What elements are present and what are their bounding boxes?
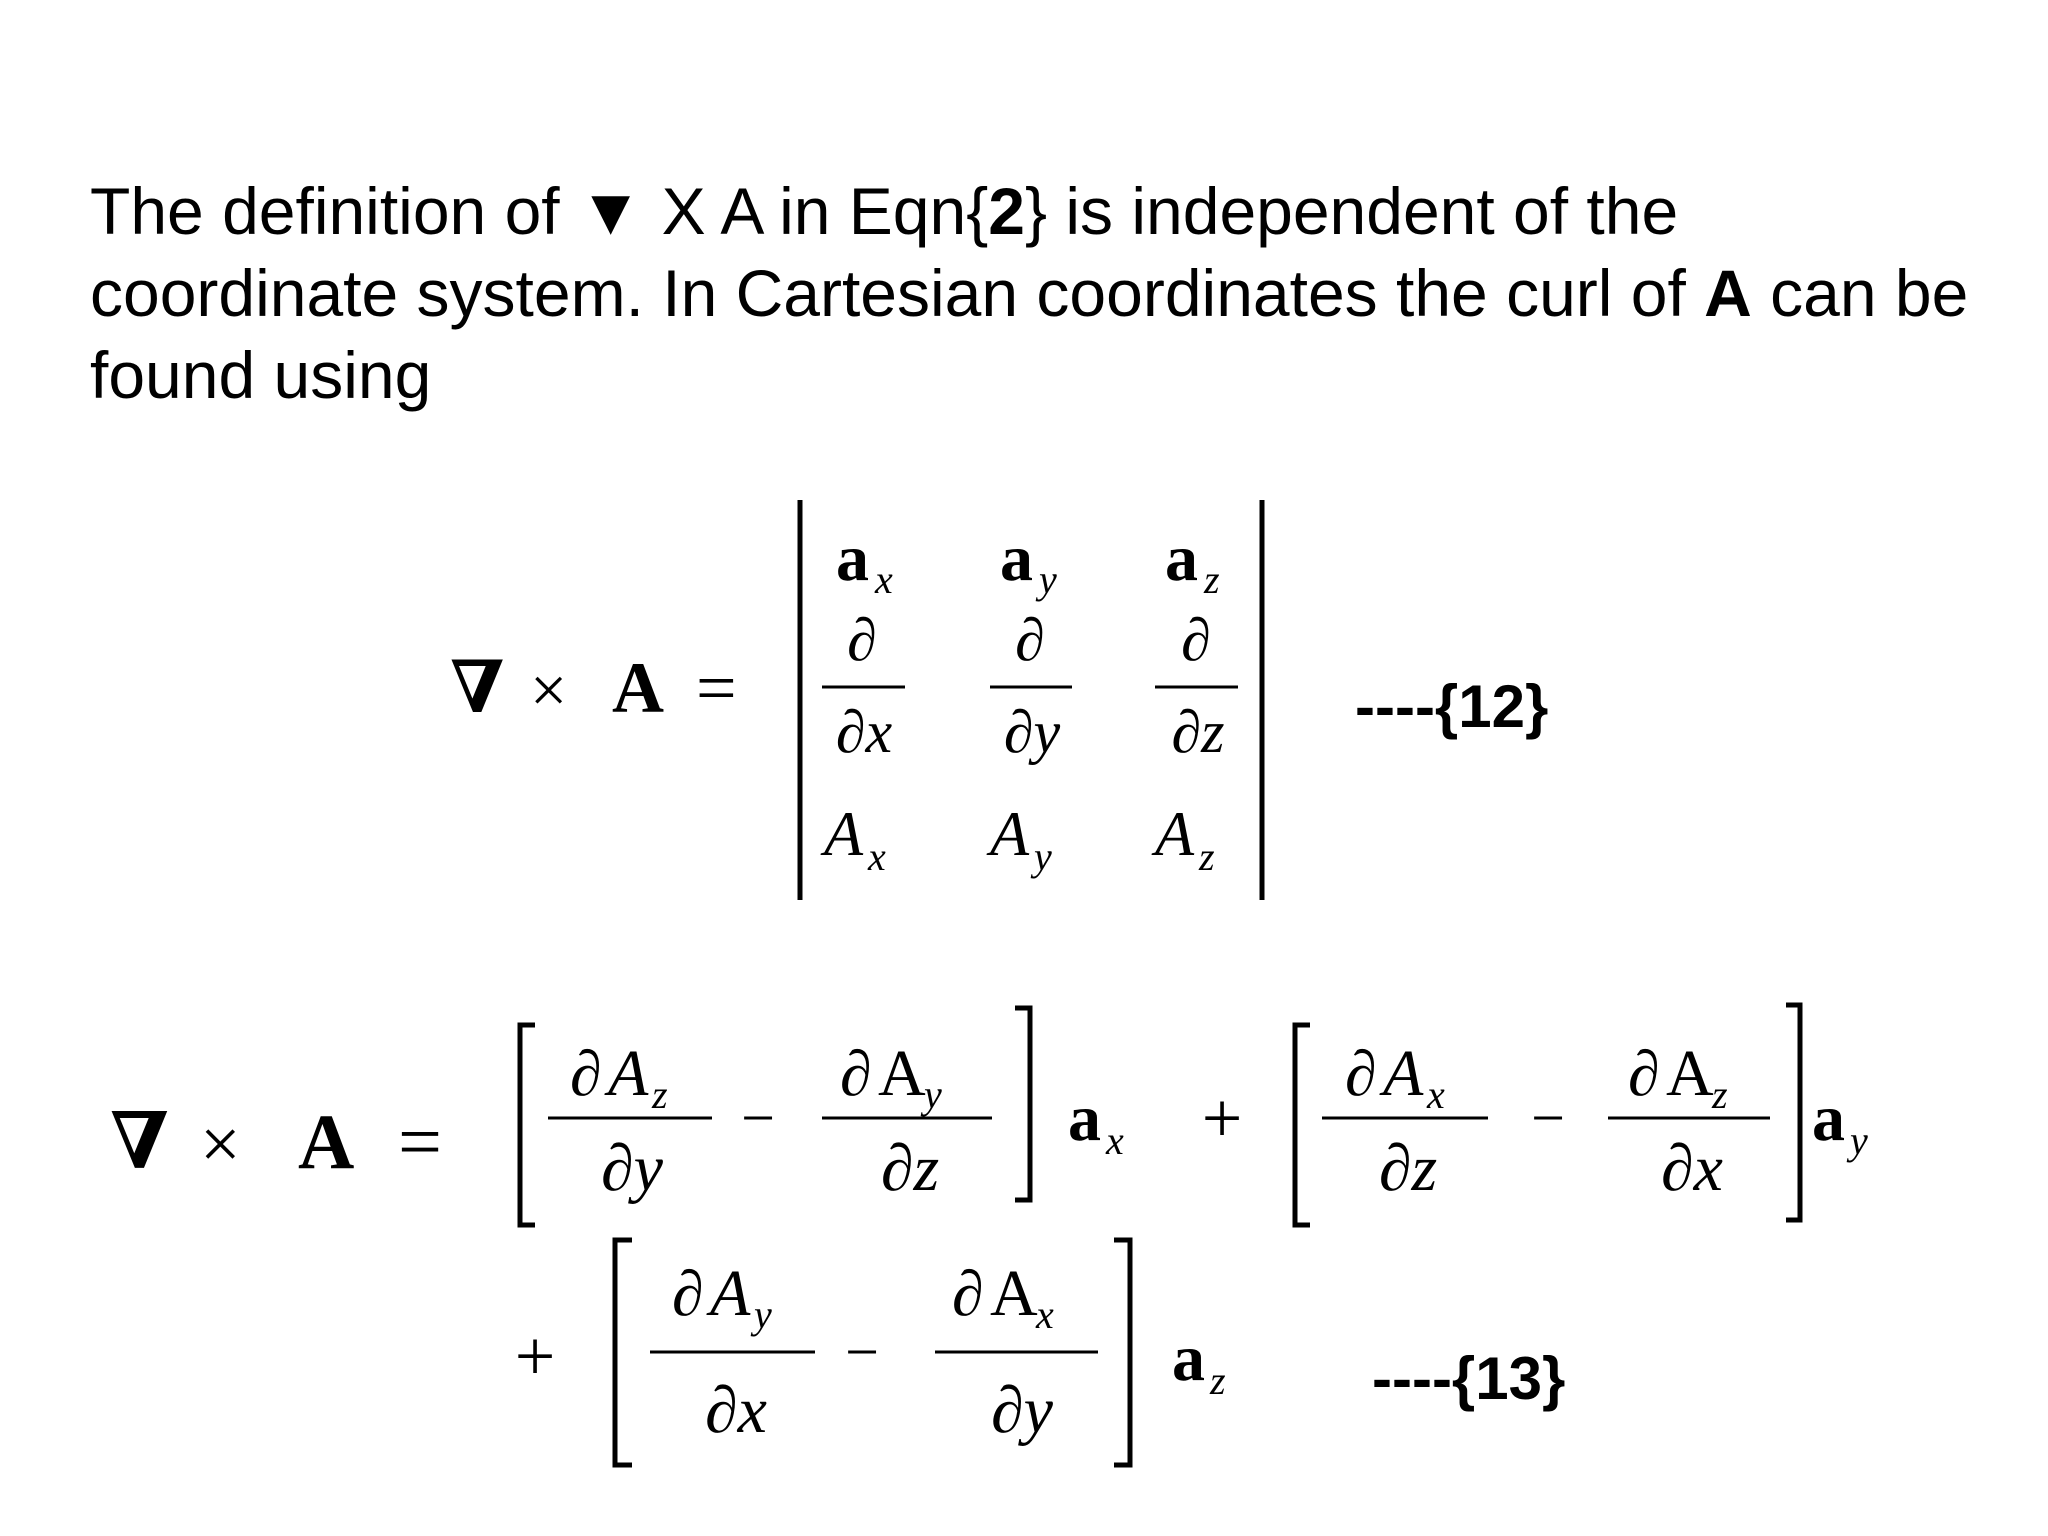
eq13-t3-f2-num-base: A — [990, 1257, 1038, 1330]
eq12-az-sub: z — [1204, 557, 1220, 602]
eq13-t1-unit-sub: x — [1106, 1118, 1124, 1163]
eq12-dx-den: ∂x — [835, 699, 893, 765]
intro-text-2: X A in Eqn{ — [643, 174, 989, 248]
eq12-dy-den: ∂y — [1003, 699, 1061, 765]
eq13-plus-1: + — [1201, 1078, 1243, 1158]
eq12-lhs-equals: = — [696, 648, 737, 728]
eq12-row1-ay — [1000, 522, 1057, 602]
eq12-row2-dy — [990, 607, 1072, 765]
eq13-t2-f1-den: ∂z — [1378, 1132, 1438, 1205]
eq13-t2-f2-num-base: A — [1666, 1037, 1714, 1110]
eq12-az-base: a — [1165, 522, 1198, 595]
eq12-ay-base: a — [1000, 522, 1033, 595]
eq12-Ay-sub: y — [1034, 834, 1052, 879]
eq13-t2-f2-num-sub: z — [1712, 1072, 1728, 1117]
eq12-Ax-sub: x — [868, 834, 886, 879]
eq13-term1-bracket-right — [1015, 1008, 1030, 1200]
eq13-t2-f1-num-sub: x — [1427, 1072, 1445, 1117]
eq13-t3-f2-num-sub: x — [1036, 1292, 1054, 1337]
eq12-row1-az — [1165, 522, 1220, 602]
eq13-plus-2: + — [514, 1316, 556, 1396]
eq12-lhs-times: × — [530, 654, 568, 727]
eq13-t2-f1-num-base: A — [1383, 1037, 1424, 1110]
intro-text-3: } is independent of the coordinate system. In Cartesian coordinates the curl of — [90, 174, 1705, 330]
equation-12 — [450, 500, 1262, 900]
eq13-t2-f1-num-d: ∂ — [1345, 1038, 1377, 1109]
eq13-t3-minus: − — [845, 1319, 879, 1385]
nabla-symbol: ▼ — [577, 174, 644, 248]
eq13-t1-f2-num-sub: y — [924, 1072, 942, 1117]
eq13-t1-frac2 — [822, 1037, 992, 1205]
eq13-term2 — [1295, 1005, 1868, 1225]
intro-text-1: The definition of — [90, 174, 578, 248]
eq13-lhs-nabla: ∇ — [110, 1098, 169, 1185]
eq12-ay-sub: y — [1039, 557, 1057, 602]
eq12-row1-ax — [836, 522, 893, 602]
eq13-t1-f2-den: ∂z — [880, 1132, 940, 1205]
eq12-Az-base: A — [1155, 798, 1195, 869]
eq13-t2-unit-base: a — [1812, 1082, 1845, 1155]
eq12-label: ----{12} — [1355, 673, 1549, 740]
bold-vector-a: A — [1704, 256, 1752, 330]
eq13-t3-f1-den: ∂x — [705, 1374, 767, 1447]
eq12-dz-den: ∂z — [1171, 699, 1225, 765]
eq13-t1-unit-base: a — [1068, 1082, 1101, 1155]
eq13-t3-frac2 — [935, 1257, 1098, 1447]
eq13-t3-frac1 — [650, 1257, 815, 1447]
eq12-row2-dz — [1155, 607, 1238, 765]
eqn-reference: 2 — [988, 174, 1025, 248]
eq13-t2-minus: − — [1531, 1085, 1565, 1151]
eq12-Az-sub: z — [1199, 834, 1215, 879]
eq13-label: ----{13} — [1372, 1345, 1566, 1412]
eq13-t3-unit-base: a — [1172, 1322, 1205, 1395]
eq12-Ax-base: A — [824, 798, 864, 869]
eq12-row3-Ax — [820, 798, 886, 879]
eq13-term1 — [520, 1008, 1124, 1225]
eq12-Ay-base: A — [990, 798, 1030, 869]
eq13-t3-f1-num-base: A — [710, 1257, 751, 1330]
eq13-t3-f1-num-d: ∂ — [672, 1258, 704, 1329]
eq13-t1-unit-ax — [1068, 1082, 1124, 1163]
intro-text-4: can be found using — [90, 256, 1969, 412]
eq13-t1-minus: − — [741, 1085, 775, 1151]
eq13-term3 — [615, 1240, 1226, 1465]
eq12-ax-base: a — [836, 522, 869, 595]
eq13-t2-f2-den: ∂x — [1661, 1132, 1723, 1205]
eq12-row2-dx — [822, 607, 905, 765]
eq13-t3-unit-sub: z — [1210, 1358, 1226, 1403]
eq13-t1-f1-num-base: A — [608, 1037, 649, 1110]
eq13-term2-bracket-right — [1786, 1005, 1800, 1220]
eq13-t2-unit-sub: y — [1850, 1118, 1868, 1163]
eq12-ax-sub: x — [875, 557, 893, 602]
eq12-dy-num: ∂ — [1015, 607, 1045, 673]
eq13-t3-f2-num-d: ∂ — [952, 1258, 984, 1329]
eq13-t1-f1-num-sub: z — [652, 1072, 668, 1117]
eq13-t2-frac2 — [1608, 1037, 1770, 1205]
eq13-term1-bracket-left — [520, 1025, 535, 1225]
eq12-dz-num: ∂ — [1181, 607, 1211, 673]
eq12-row3-Az — [1151, 798, 1215, 879]
eq13-t1-f1-den: ∂y — [601, 1132, 663, 1205]
equation-13 — [110, 1005, 1868, 1465]
eq13-t3-unit-az — [1172, 1322, 1226, 1403]
eq12-lhs-nabla: ∇ — [450, 648, 505, 728]
eq13-lhs-a: A — [298, 1098, 355, 1185]
eq13-t2-frac1 — [1322, 1037, 1488, 1205]
eq13-t3-f2-den: ∂y — [991, 1374, 1053, 1447]
eq13-t1-f2-num-base: A — [878, 1037, 926, 1110]
eq13-term3-bracket-left — [615, 1240, 632, 1465]
eq13-t1-f1-num-d: ∂ — [570, 1038, 602, 1109]
eq13-t2-unit-ay — [1812, 1082, 1868, 1163]
eq13-t3-f1-num-sub: y — [754, 1292, 772, 1337]
eq13-lhs-times: × — [200, 1104, 241, 1184]
eq13-term2-bracket-left — [1295, 1025, 1310, 1225]
eq13-t1-frac1 — [548, 1037, 712, 1205]
eq13-lhs-equals: = — [398, 1098, 442, 1185]
eq12-dx-num: ∂ — [847, 607, 877, 673]
eq12-lhs-a: A — [612, 648, 664, 728]
eq13-t2-f2-num-d: ∂ — [1628, 1038, 1660, 1109]
eq13-t1-f2-num-d: ∂ — [840, 1038, 872, 1109]
eq12-row3-Ay — [986, 798, 1052, 879]
eq13-term3-bracket-right — [1114, 1240, 1130, 1465]
